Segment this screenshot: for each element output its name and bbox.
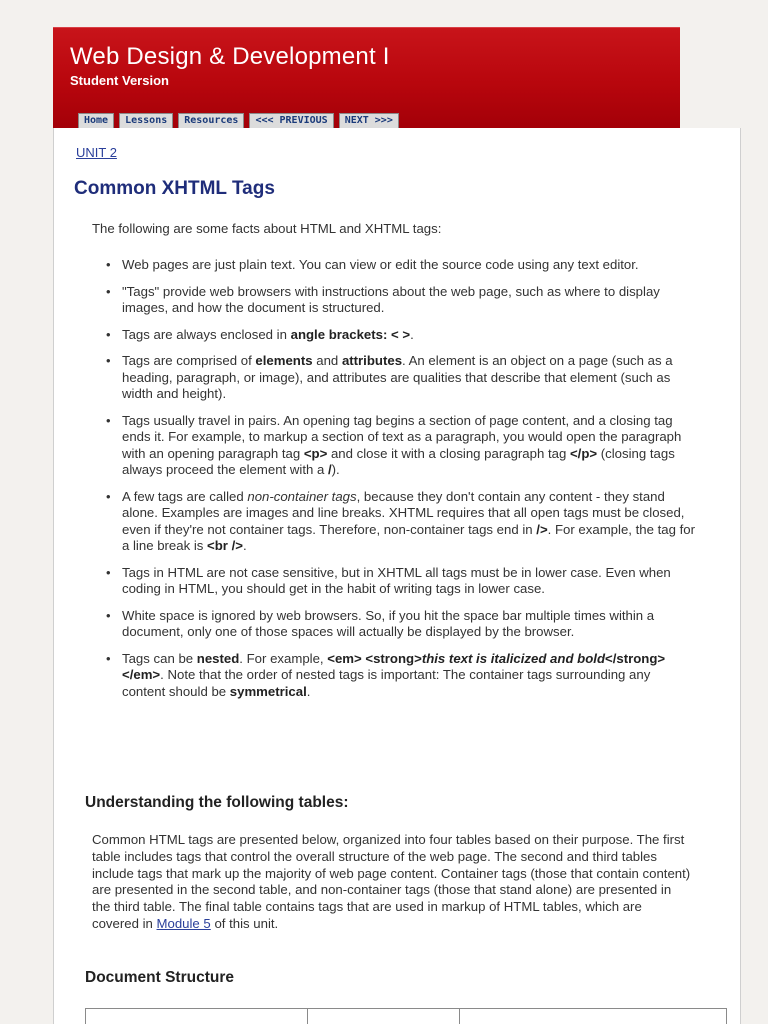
document-structure-table (85, 1008, 727, 1024)
list-item (106, 327, 696, 344)
nav-resources-tab[interactable]: Resources (178, 113, 244, 129)
fact-text: , because they don't contain any content - they stand alone. Examples are images and line breaks. XHTML requires that all open tags must be closed, even if they're not container tags. Therefore, non-container tags end in (122, 488, 685, 537)
table-header-cell (308, 1009, 460, 1024)
fact-text: and close it with a closing paragraph tag (327, 445, 570, 461)
fact-bold: attributes (341, 353, 403, 368)
nav-home-tab[interactable]: Home (78, 113, 114, 129)
fact-text: . For example, (239, 650, 328, 666)
unit-link[interactable]: UNIT 2 (76, 145, 117, 160)
fact-text: . (410, 326, 414, 342)
fact-text: Tags can be (122, 650, 197, 666)
list-item (106, 489, 696, 555)
fact-bold: <p> (303, 445, 328, 461)
fact-bold: <em> <strong> (327, 650, 422, 666)
fact-bold: / (327, 462, 332, 477)
fact-bold: angle brackets: < > (290, 326, 411, 342)
fact-bold: nested (196, 650, 240, 666)
fact-text: Tags are always enclosed in (122, 326, 291, 342)
site-header (53, 27, 680, 128)
paragraph-text: of this unit. (210, 915, 279, 931)
fact-text: . An element is an object on a page (such as a heading, paragraph, or image), and attributes are qualities that describe that element (such as width and height). (122, 353, 673, 401)
site-title: Web Design & Development I (70, 43, 390, 70)
fact-bold: </strong> </em> (122, 650, 666, 682)
table-header-cell (460, 1009, 726, 1024)
fact-text: Tags are comprised of (122, 353, 256, 368)
paragraph-text: Common HTML tags are presented below, organized into four tables based on their purpose. The first table includes tags that control the overall structure of the web page. The second and third tables include tags that mark up the majority of web page content. Container tags (those that contain content) are presented in the second table, and non-container tags (those that stand alone) are presented in the third table. The final table contains tags that are used in markup of HTML tables, which are covered in (92, 832, 691, 931)
fact-bold: elements (255, 353, 313, 368)
fact-text: Web pages are just plain text. You can view or edit the source code using any text editor. (122, 257, 639, 272)
list-item (106, 413, 696, 479)
intro-text: The following are some facts about HTML and XHTML tags: (92, 221, 442, 236)
fact-bold: </p> (569, 445, 598, 461)
fact-bold: symmetrical (229, 683, 307, 699)
nav-previous-tab[interactable]: <<< PREVIOUS (249, 113, 333, 129)
fact-bold-italic: this text is italicized and bold (421, 650, 606, 666)
fact-text: "Tags" provide web browsers with instructions about the web page, such as where to display images, and how the document is structured. (122, 283, 660, 315)
fact-bold: <br /> (207, 538, 243, 553)
fact-text: . For example, the tag for a line break is (122, 521, 695, 553)
list-item (106, 608, 696, 641)
tables-paragraph (92, 832, 692, 933)
table-header-cell (86, 1009, 308, 1024)
fact-text: . (306, 683, 311, 699)
fact-text: (closing tags always proceed the element with a (122, 445, 675, 477)
list-item (106, 353, 696, 403)
page-title: Common XHTML Tags (74, 178, 275, 199)
fact-text: A few tags are called (122, 488, 248, 504)
fact-text: and (312, 353, 342, 368)
main-content (53, 128, 741, 1024)
fact-text: . (242, 538, 247, 553)
fact-text: White space is ignored by web browsers. So, if you hit the space bar multiple times within a document, only one of those spaces will actually be displayed by the browser. (122, 607, 655, 639)
site-subtitle: Student Version (70, 73, 169, 88)
list-item (106, 651, 696, 701)
fact-italic: non-container tags (247, 488, 357, 504)
list-item (106, 257, 696, 274)
nav-lessons-tab[interactable]: Lessons (119, 113, 173, 129)
list-item (106, 284, 696, 317)
nav-next-tab[interactable]: NEXT >>> (339, 113, 399, 129)
document-structure-heading: Document Structure (85, 969, 234, 986)
facts-list (106, 257, 696, 710)
fact-text: Tags usually travel in pairs. An opening tag begins a section of page content, and a closing tag ends it. For example, to markup a section of text as a paragraph, you would open the paragraph with an opening paragraph tag (122, 412, 682, 461)
module-5-link[interactable]: Module 5 (156, 915, 211, 931)
fact-text: Tags in HTML are not case sensitive, but in XHTML all tags must be in lower case. Even when coding in HTML, you should get in the habit of writing tags in lower case. (122, 564, 671, 596)
fact-text: ). (331, 462, 340, 477)
fact-bold: /> (536, 521, 548, 537)
nav-bar (78, 113, 399, 129)
fact-text: . Note that the order of nested tags is important: The container tags surrounding any content should be (122, 667, 651, 699)
tables-heading: Understanding the following tables: (85, 794, 349, 811)
list-item (106, 565, 696, 598)
